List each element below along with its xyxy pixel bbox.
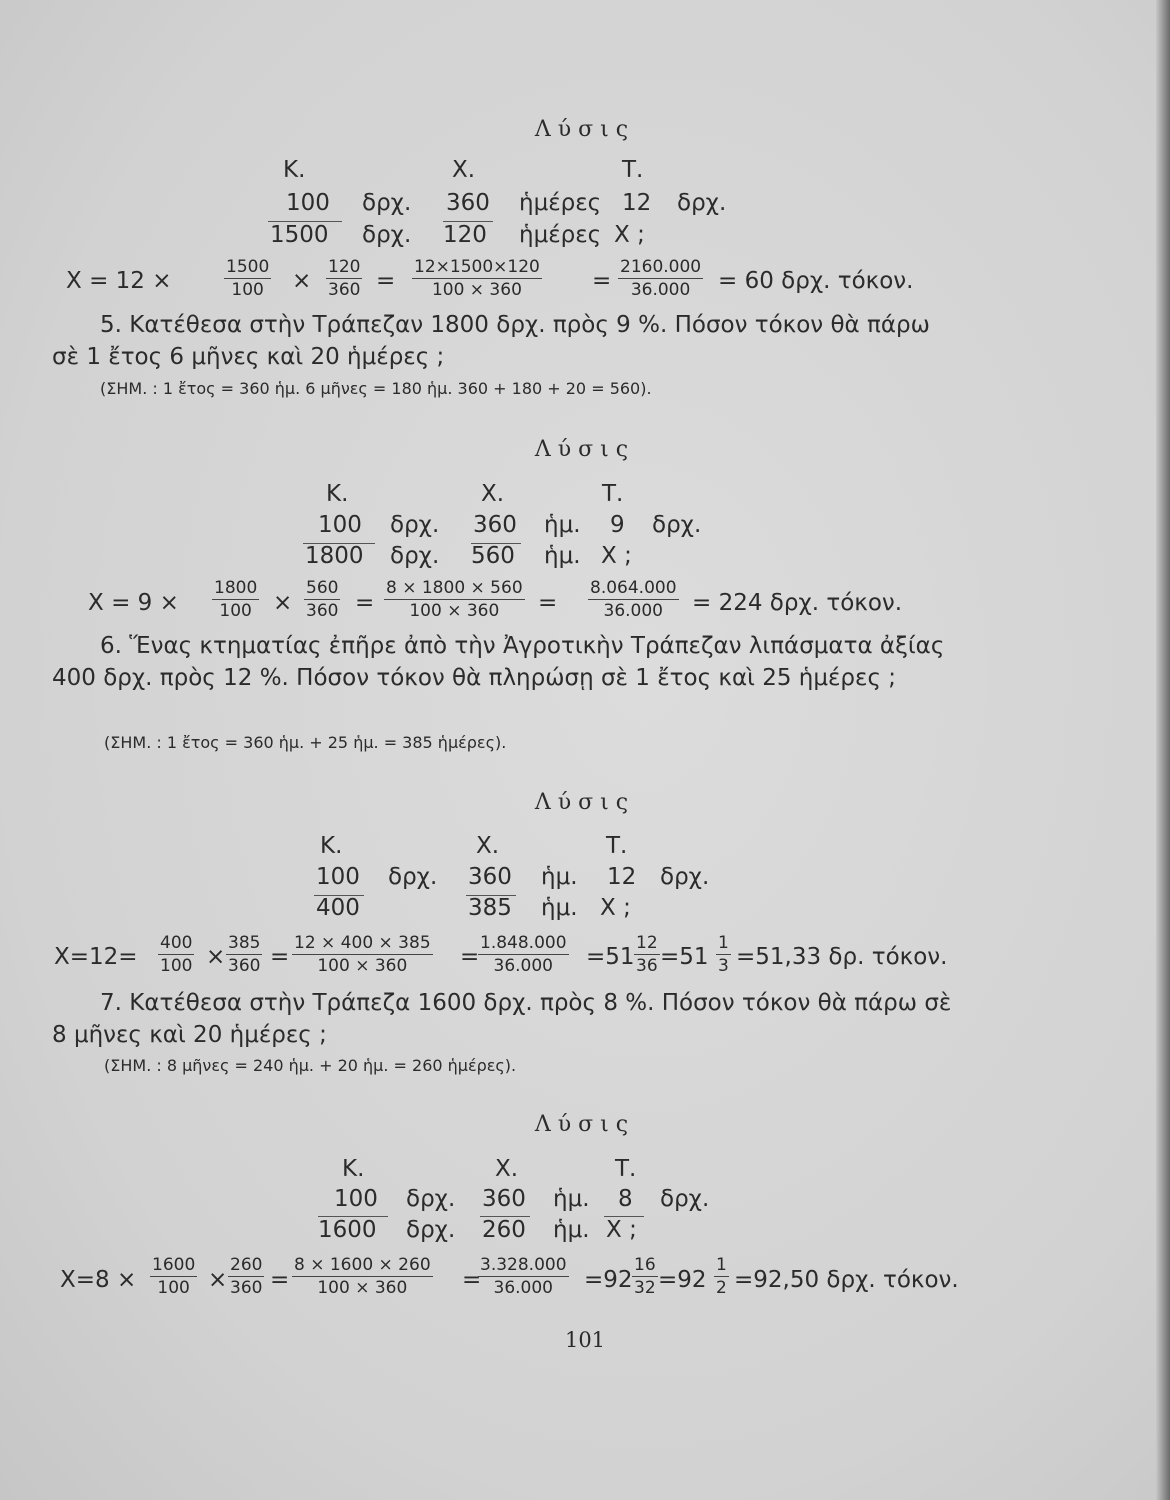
cell: Χ ; bbox=[614, 222, 645, 248]
calc-result: =51,33 δρ. τόκον. bbox=[736, 944, 948, 970]
fraction: $\frac{12}{36}$ bbox=[636, 933, 658, 976]
cell: 360 bbox=[482, 1186, 526, 1212]
equals-sign: = bbox=[355, 590, 375, 616]
header-capital: Κ. bbox=[320, 833, 343, 859]
cell: 100 bbox=[286, 190, 330, 216]
cell: 1800 bbox=[305, 543, 364, 569]
header-time: Χ. bbox=[495, 1156, 519, 1182]
fraction: $\frac{1}{3}$ bbox=[718, 933, 729, 976]
fraction: $\frac{260}{360}$ bbox=[230, 1255, 263, 1298]
equals-sign: = bbox=[460, 944, 480, 970]
page-edge-shadow bbox=[1156, 0, 1170, 1500]
solution-heading: Λύσις bbox=[534, 117, 636, 142]
problem-7-note: (ΣΗΜ. : 8 μῆνες = 240 ἡμ. + 20 ἡμ. = 260 ἡμέρες). bbox=[104, 1056, 517, 1075]
header-capital: Κ. bbox=[326, 481, 349, 507]
cell: δρχ. bbox=[406, 1217, 456, 1243]
fraction: $\frac{1500}{100}$ bbox=[226, 257, 270, 300]
cell: ἡμ. bbox=[541, 864, 578, 890]
times-sign: × bbox=[208, 1267, 228, 1293]
fraction: $\frac{8 \times 1800 \times 560}{100 \times 360}$ bbox=[386, 578, 523, 621]
equals-sign: = bbox=[270, 1267, 290, 1293]
fraction: $\frac{8 \times 1600 \times 260}{100 \times 360}$ bbox=[294, 1255, 431, 1298]
header-capital: Κ. bbox=[283, 157, 306, 183]
calc-lhs: Χ=8 × bbox=[60, 1267, 137, 1293]
cell: 100 bbox=[316, 864, 360, 890]
cell: 260 bbox=[482, 1217, 526, 1243]
header-capital: Κ. bbox=[342, 1156, 365, 1182]
header-time: Χ. bbox=[452, 157, 476, 183]
cell: ἡμ. bbox=[541, 895, 578, 921]
fraction: $\frac{385}{360}$ bbox=[228, 933, 261, 976]
fraction: $\frac{1600}{100}$ bbox=[152, 1255, 196, 1298]
header-interest: Τ. bbox=[606, 833, 628, 859]
cell: δρχ. bbox=[390, 543, 440, 569]
problem-7-text: 7. Κατέθεσα στὴν Τράπεζα 1600 δρχ. πρὸς 8 %. Πόσον τόκον θὰ πάρω σὲ 8 μῆνες καὶ 20 ἡμέρες ; bbox=[52, 990, 952, 1048]
calc-lhs: Χ = 9 × bbox=[88, 590, 179, 616]
mixed-number: =92 bbox=[658, 1267, 707, 1293]
times-sign: × bbox=[292, 268, 312, 294]
cell: ἡμ. bbox=[553, 1217, 590, 1243]
cell: 12 bbox=[622, 190, 652, 216]
problem-6-text: 6. Ἕνας κτηματίας ἐπῆρε ἀπὸ τὴν Ἀγροτικὴν Τράπεζαν λιπάσματα ἀξίας 400 δρχ. πρὸς 12 %. Πόσον τόκον θὰ πληρώσῃ σὲ 1 ἔτος καὶ 25 ἡμέρες ; bbox=[52, 633, 945, 691]
header-time: Χ. bbox=[481, 481, 505, 507]
cell: 360 bbox=[468, 864, 512, 890]
cell: Χ ; bbox=[600, 895, 631, 921]
cell: 360 bbox=[473, 512, 517, 538]
header-time: Χ. bbox=[476, 833, 500, 859]
cell: ἡμ. bbox=[544, 543, 581, 569]
cell: δρχ. bbox=[390, 512, 440, 538]
cell: ἡμ. bbox=[553, 1186, 590, 1212]
problem-5-note: (ΣΗΜ. : 1 ἔτος = 360 ἡμ. 6 μῆνες = 180 ἡμ. 360 + 180 + 20 = 560). bbox=[100, 379, 652, 398]
cell: δρχ. bbox=[406, 1186, 456, 1212]
page-number: 101 bbox=[564, 1328, 606, 1352]
fraction: $\frac{1.848.000}{36.000}$ bbox=[480, 933, 567, 976]
solution-heading: Λύσις bbox=[534, 1112, 636, 1137]
cell: 400 bbox=[316, 895, 360, 921]
cell: δρχ. bbox=[677, 190, 727, 216]
fraction: $\frac{1}{2}$ bbox=[716, 1255, 727, 1298]
fraction: $\frac{560}{360}$ bbox=[306, 578, 339, 621]
cell: ἡμέρες bbox=[519, 190, 602, 216]
fraction: $\frac{16}{32}$ bbox=[634, 1255, 656, 1298]
cell: ἡμ. bbox=[544, 512, 581, 538]
mixed-number: =51 bbox=[660, 944, 709, 970]
cell: 1500 bbox=[270, 222, 329, 248]
problem-6-note: (ΣΗΜ. : 1 ἔτος = 360 ἡμ. + 25 ἡμ. = 385 ἡμέρες). bbox=[104, 733, 507, 752]
header-interest: Τ. bbox=[622, 157, 644, 183]
header-interest: Τ. bbox=[602, 481, 624, 507]
cell: 385 bbox=[468, 895, 512, 921]
problem-5-text: 5. Κατέθεσα στὴν Τράπεζαν 1800 δρχ. πρὸς 9 %. Πόσον τόκον θὰ πάρω σὲ 1 ἔτος 6 μῆνες καὶ 20 ἡμέρες ; bbox=[52, 312, 930, 370]
calc-lhs: Χ = 12 × bbox=[66, 268, 172, 294]
fraction: $\frac{1800}{100}$ bbox=[214, 578, 258, 621]
cell: 1600 bbox=[318, 1217, 377, 1243]
times-sign: × bbox=[273, 590, 293, 616]
equals-sign: = bbox=[592, 268, 612, 294]
cell: δρχ. bbox=[388, 864, 438, 890]
calc-result: =92,50 δρχ. τόκον. bbox=[734, 1267, 959, 1293]
fraction: $\frac{2160.000}{36.000}$ bbox=[620, 257, 702, 300]
equals-sign: = bbox=[376, 268, 396, 294]
mixed-number: =92 bbox=[584, 1267, 633, 1293]
mixed-number: =51 bbox=[586, 944, 635, 970]
cell: 100 bbox=[318, 512, 362, 538]
fraction: $\frac{400}{100}$ bbox=[160, 933, 193, 976]
calc-lhs: Χ=12= bbox=[54, 944, 138, 970]
equals-sign: = bbox=[270, 944, 290, 970]
fraction: $\frac{8.064.000}{36.000}$ bbox=[590, 578, 677, 621]
solution-heading: Λύσις bbox=[534, 790, 636, 815]
cell: δρχ. bbox=[362, 222, 412, 248]
fraction: $\frac{3.328.000}{36.000}$ bbox=[480, 1255, 567, 1298]
calc-result: = 224 δρχ. τόκον. bbox=[692, 590, 903, 616]
cell: δρχ. bbox=[660, 1186, 710, 1212]
times-sign: × bbox=[206, 944, 226, 970]
cell: 8 bbox=[618, 1186, 633, 1212]
fraction: $\frac{12\times 1500\times 120}{100 \times 360}$ bbox=[414, 257, 540, 300]
cell: ἡμέρες bbox=[519, 222, 602, 248]
cell: Χ ; bbox=[606, 1217, 637, 1243]
cell: Χ ; bbox=[601, 543, 632, 569]
cell: 120 bbox=[443, 222, 487, 248]
cell: 100 bbox=[334, 1186, 378, 1212]
cell: 12 bbox=[607, 864, 637, 890]
equals-sign: = bbox=[538, 590, 558, 616]
cell: 560 bbox=[471, 543, 515, 569]
equals-sign: = bbox=[462, 1267, 482, 1293]
cell: 9 bbox=[610, 512, 625, 538]
header-interest: Τ. bbox=[615, 1156, 637, 1182]
cell: δρχ. bbox=[362, 190, 412, 216]
cell: 360 bbox=[446, 190, 490, 216]
fraction: $\frac{12 \times 400 \times 385}{100 \times 360}$ bbox=[294, 933, 431, 976]
fraction: $\frac{120}{360}$ bbox=[328, 257, 361, 300]
cell: δρχ. bbox=[660, 864, 710, 890]
calc-result: = 60 δρχ. τόκον. bbox=[718, 268, 914, 294]
cell: δρχ. bbox=[652, 512, 702, 538]
solution-heading: Λύσις bbox=[534, 437, 636, 462]
